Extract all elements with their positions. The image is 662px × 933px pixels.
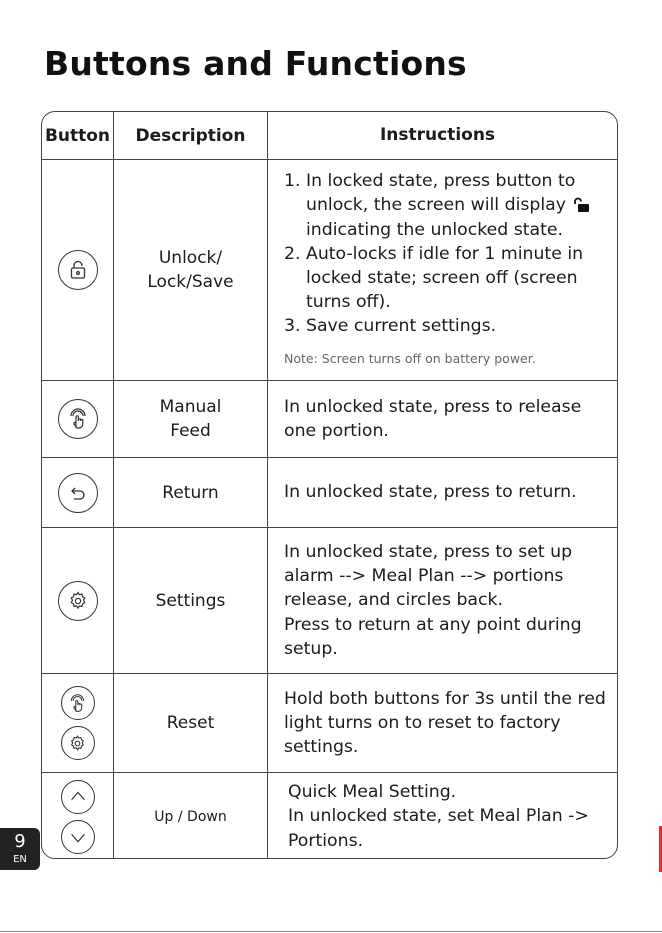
unlocked-indicator-icon (572, 197, 590, 213)
row-description: Return (162, 482, 219, 503)
instruction-steps: 1. In locked state, press button to unlock, the screen will display indicating the unlocked state. 2. Auto-locks if idle for 1 minute in locked state; screen off (screen turns off). 3. Save current settings. (284, 169, 607, 338)
table-row (42, 527, 617, 673)
table-row (42, 380, 617, 457)
lock-icon (58, 250, 98, 290)
header-instructions: Instructions (379, 125, 496, 146)
row-description: Reset (166, 713, 215, 733)
chevron-up-icon (61, 780, 95, 814)
table-row (42, 457, 617, 527)
table-row (42, 772, 617, 859)
row-instructions (268, 160, 617, 380)
page-number: 9 (14, 831, 26, 852)
row-instructions: Quick Meal Setting. In unlocked state, set Meal Plan -> Portions. (288, 782, 589, 851)
language-tag: EN (13, 854, 27, 865)
row-description: Settings (155, 590, 226, 611)
hand-tap-icon (61, 686, 95, 720)
row-instructions: In unlocked state, press to release one portion. (284, 396, 582, 441)
row-description: Unlock/ Lock/Save (147, 248, 234, 292)
header-description: Description (135, 125, 246, 146)
row-instructions: In unlocked state, press to return. (284, 482, 577, 503)
row-instructions: Hold both buttons for 3s until the red light turns on to reset to factory settings. (284, 688, 606, 758)
gear-icon (58, 581, 98, 621)
table-header-row (42, 112, 617, 159)
header-button: Button (44, 125, 111, 146)
chevron-down-icon (61, 820, 95, 854)
page-bottom-divider (0, 931, 662, 932)
row-instructions: In unlocked state, press to set up alarm --> Meal Plan --> portions release, and circles back. Press to return at any point during setup. (284, 541, 582, 659)
table-row (42, 159, 617, 380)
buttons-table (41, 111, 618, 859)
row-description: Manual Feed (159, 397, 222, 441)
table-row (42, 673, 617, 772)
note-text: Note: Screen turns off on battery power. (284, 350, 536, 366)
return-icon (58, 473, 98, 513)
page-number-badge (0, 828, 40, 870)
gear-icon (61, 726, 95, 760)
page-title: Buttons and Functions (44, 44, 467, 83)
row-description: Up / Down (154, 808, 227, 825)
hand-tap-icon (58, 399, 98, 439)
